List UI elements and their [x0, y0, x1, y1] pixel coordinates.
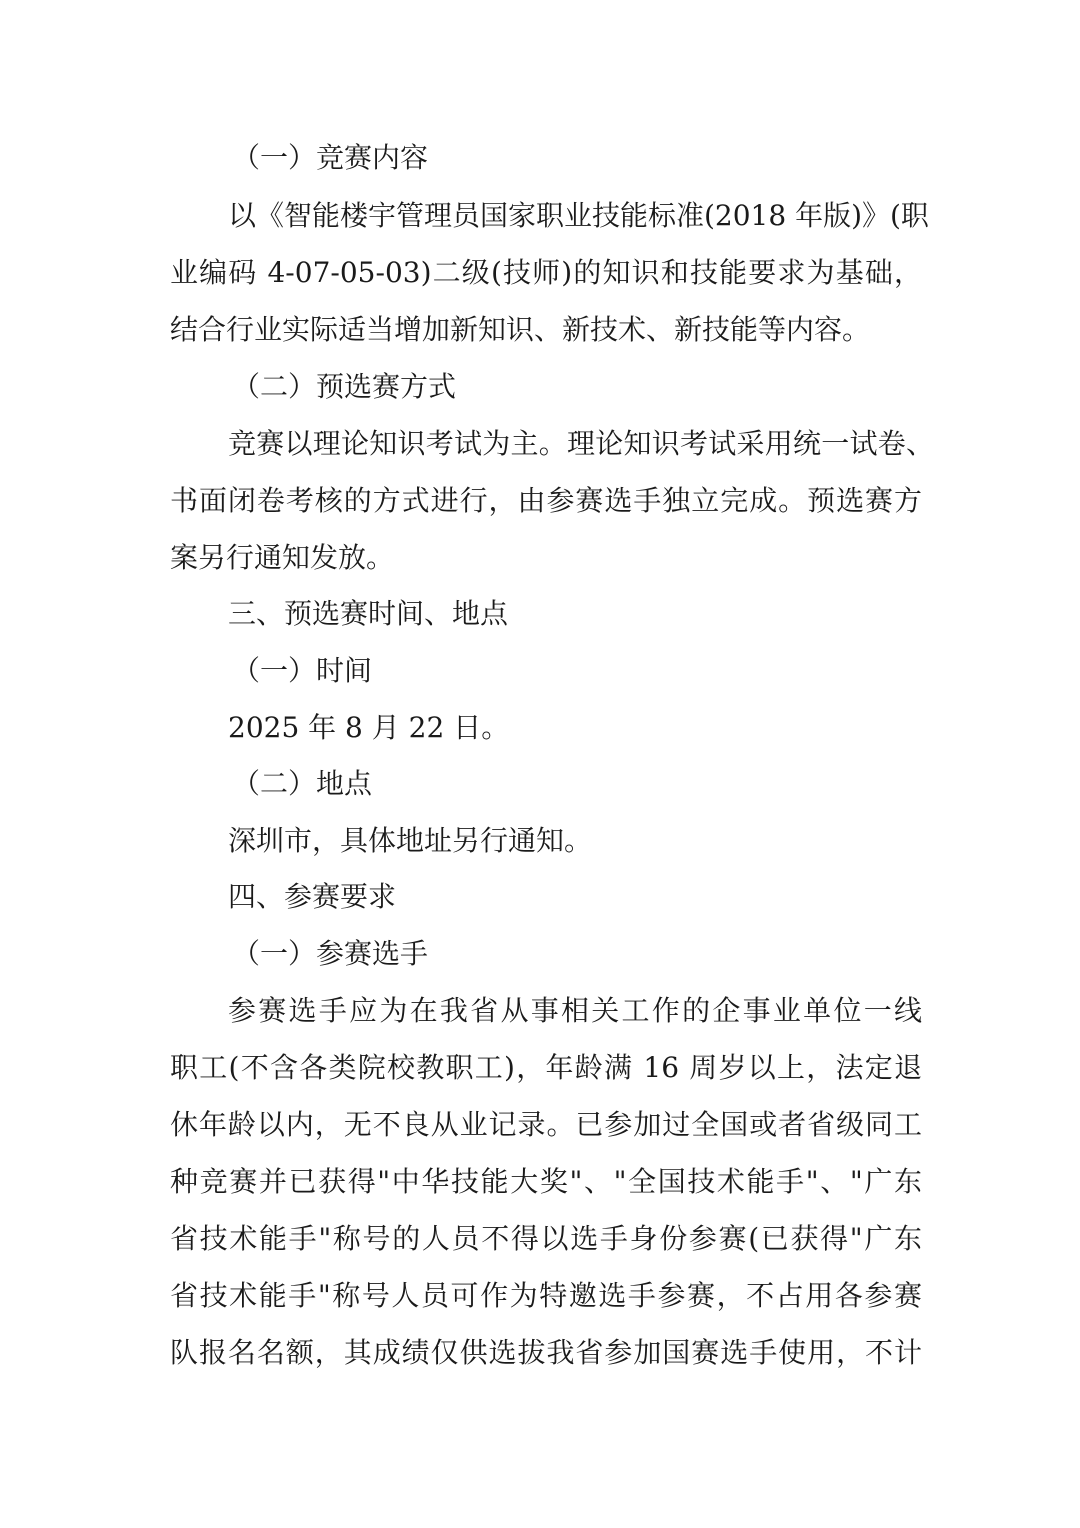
section-heading-time-place: 三、预选赛时间、地点 — [228, 597, 509, 630]
paragraph-line: 深圳市，具体地址另行通知。 — [228, 824, 593, 857]
paragraph-line: 省技术能手"称号人员可作为特邀选手参赛，不占用各参赛 — [170, 1279, 922, 1312]
paragraph-line: 参赛选手应为在我省从事相关工作的企事业单位一线 — [228, 994, 922, 1027]
paragraph-line: 结合行业实际适当增加新知识、新技术、新技能等内容。 — [170, 313, 871, 346]
paragraph-line: 队报名名额，其成绩仅供选拔我省参加国赛选手使用，不计 — [170, 1336, 922, 1369]
paragraph-line: 以《智能楼宇管理员国家职业技能标准(2018 年版)》(职 — [228, 199, 929, 232]
paragraph-line: 种竞赛并已获得"中华技能大奖"、"全国技术能手"、"广东 — [170, 1165, 922, 1198]
paragraph-line: 省技术能手"称号的人员不得以选手身份参赛(已获得"广东 — [170, 1222, 922, 1255]
section-heading-preliminary-format: （二）预选赛方式 — [232, 370, 457, 403]
section-heading-competition-content: （一）竞赛内容 — [232, 141, 429, 174]
paragraph-line: 2025 年 8 月 22 日。 — [228, 711, 510, 744]
paragraph-line: 业编码 4-07-05-03)二级(技师)的知识和技能要求为基础， — [170, 256, 922, 289]
paragraph-line: 案另行通知发放。 — [170, 541, 395, 574]
section-heading-contestants: （一）参赛选手 — [232, 937, 429, 970]
section-heading-time: （一）时间 — [232, 654, 373, 687]
section-heading-place: （二）地点 — [232, 767, 373, 800]
paragraph-line: 休年龄以内，无不良从业记录。已参加过全国或者省级同工 — [170, 1108, 922, 1141]
paragraph-line: 书面闭卷考核的方式进行，由参赛选手独立完成。预选赛方 — [170, 484, 922, 517]
paragraph-line: 职工(不含各类院校教职工)，年龄满 16 周岁以上，法定退 — [170, 1051, 922, 1084]
section-heading-requirements: 四、参赛要求 — [228, 880, 397, 913]
paragraph-line: 竞赛以理论知识考试为主。理论知识考试采用统一试卷、 — [228, 427, 934, 460]
